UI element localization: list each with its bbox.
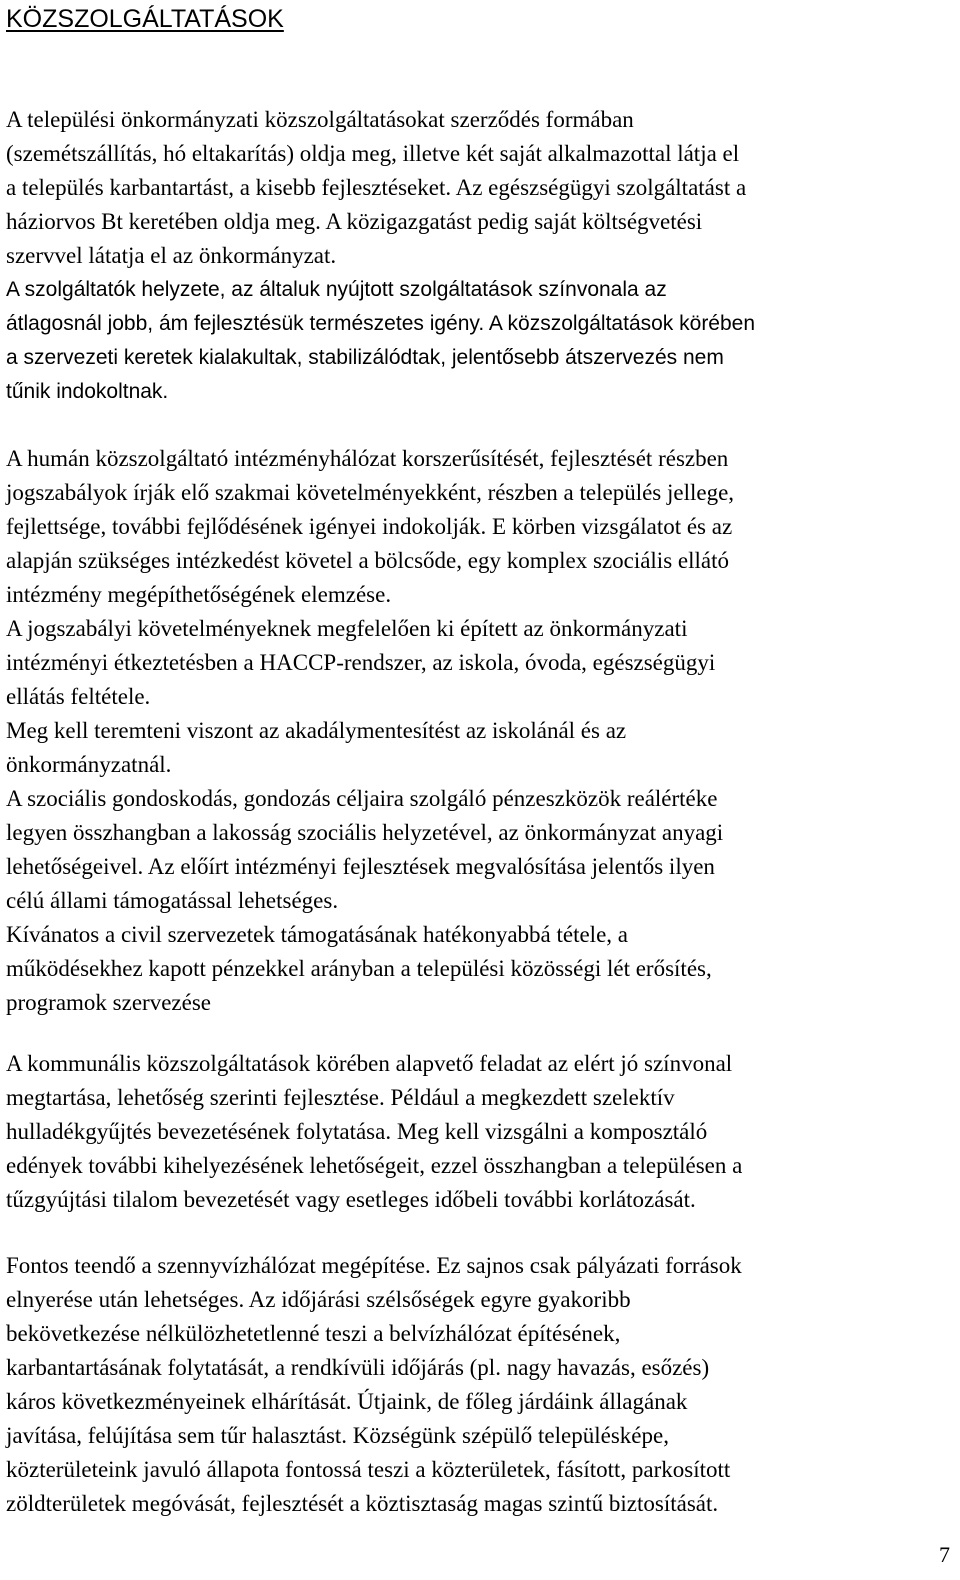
text-line: a szervezeti keretek kialakultak, stabilizálódtak, jelentősebb átszervezés nem [6,346,724,369]
text-line: alapján szükséges intézkedést követel a bölcsőde, egy komplex szociális ellátó [6,548,729,573]
paragraph-sewage-infrastructure [6,1249,956,1521]
text-line: hulladékgyűjtés bevezetésének folytatása. Meg kell vizsgálni a komposztáló [6,1119,708,1144]
text-line: a település karbantartást, a kisebb fejlesztéseket. Az egészségügyi szolgáltatást a [6,175,747,200]
paragraph-intro [6,103,956,273]
page-title: KÖZSZOLGÁLTATÁSOK [6,5,284,33]
paragraph-providers [6,273,956,409]
text-line: A szolgáltatók helyzete, az általuk nyújtott szolgáltatások színvonala az [6,278,667,301]
text-line: közterületeink javuló állapota fontossá teszi a közterületek, fásított, parkosított [6,1457,731,1482]
text-line: bekövetkezése nélkülözhetetlenné teszi a belvízhálózat építésének, [6,1321,621,1346]
text-line: A kommunális közszolgáltatások körében alapvető feladat az elért jó színvonal [6,1051,733,1076]
text-line: Kívánatos a civil szervezetek támogatásának hatékonyabbá tétele, a [6,922,628,947]
paragraph-human-services [6,442,956,1020]
text-line: legyen összhangban a lakosság szociális helyzetével, az önkormányzat anyagi [6,820,724,845]
text-line: elnyerése után lehetséges. Az időjárási szélsőségek egyre gyakoribb [6,1287,631,1312]
text-line: jogszabályok írják elő szakmai követelményekként, részben a település jellege, [6,480,735,505]
text-line: (szemétszállítás, hó eltakarítás) oldja meg, illetve két saját alkalmazottal látja el [6,141,740,166]
text-line: javítása, felújítása sem tűr halasztást. Községünk szépülő településképe, [6,1423,669,1448]
text-line: szervvel látatja el az önkormányzat. [6,243,337,268]
text-line: célú állami támogatással lehetséges. [6,888,339,913]
text-line: edények további kihelyezésének lehetőségeit, ezzel összhangban a településen a [6,1153,743,1178]
text-line: működésekhez kapott pénzekkel arányban a települési közösségi lét erősítés, [6,956,712,981]
text-line: tűnik indokoltnak. [6,380,169,403]
text-line: önkormányzatnál. [6,752,172,777]
text-line: lehetőségeivel. Az előírt intézményi fejlesztések megvalósítása jelentős ilyen [6,854,715,879]
text-line: A humán közszolgáltató intézményhálózat korszerűsítését, fejlesztését részben [6,446,729,471]
text-line: Meg kell teremteni viszont az akadálymentesítést az iskolánál és az [6,718,627,743]
text-line: háziorvos Bt keretében oldja meg. A közigazgatást pedig saját költségvetési [6,209,703,234]
text-line: fejlettsége, további fejlődésének igényei indokolják. E körben vizsgálatot és az [6,514,733,539]
paragraph-communal-services [6,1047,956,1217]
text-line: programok szervezése [6,990,211,1015]
text-line: ellátás feltétele. [6,684,151,709]
text-line: intézmény megépíthetőségének elemzése. [6,582,392,607]
page-number: 7 [939,1542,950,1567]
text-line: A szociális gondoskodás, gondozás céljaira szolgáló pénzeszközök reálértéke [6,786,718,811]
text-line: A települési önkormányzati közszolgáltatásokat szerződés formában [6,107,634,132]
text-line: zöldterületek megóvását, fejlesztését a köztisztaság magas szintű biztosítását. [6,1491,719,1516]
text-line: Fontos teendő a szennyvízhálózat megépítése. Ez sajnos csak pályázati források [6,1253,742,1278]
text-line: A jogszabályi követelményeknek megfelelően ki épített az önkormányzati [6,616,688,641]
text-line: tűzgyújtási tilalom bevezetését vagy esetleges időbeli további korlátozását. [6,1187,696,1212]
text-line: intézményi étkeztetésben a HACCP-rendszer, az iskola, óvoda, egészségügyi [6,650,716,675]
text-line: megtartása, lehetőség szerinti fejlesztése. Például a megkezdett szelektív [6,1085,675,1110]
text-line: karbantartásának folytatását, a rendkívüli időjárás (pl. nagy havazás, esőzés) [6,1355,710,1380]
text-line: káros következményeinek elhárítását. Útjaink, de főleg járdáink állagának [6,1389,688,1414]
text-line: átlagosnál jobb, ám fejlesztésük természetes igény. A közszolgáltatások körében [6,312,756,335]
